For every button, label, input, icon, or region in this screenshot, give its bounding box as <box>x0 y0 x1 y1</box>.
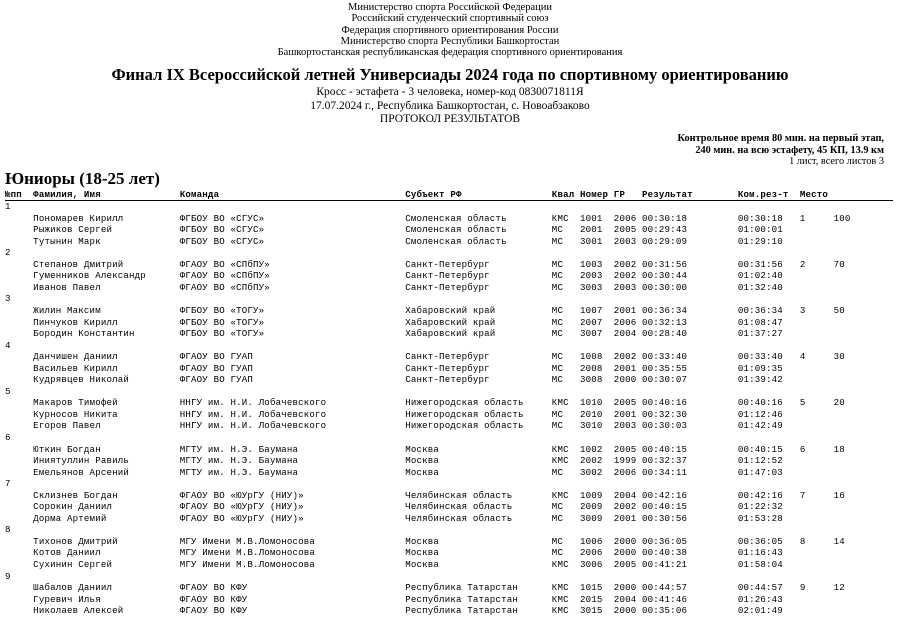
team-group-number: 8 <box>5 524 34 536</box>
organizer-line: Министерство спорта Республики Башкортостан <box>340 35 560 47</box>
organizers-block <box>0 0 900 58</box>
team-group-number: 4 <box>5 339 34 351</box>
table-row: Николаев Алексей ФГАОУ ВО КФУ Республика Татарстан КМС 3015 2000 00:35:06 02:01:49 <box>5 605 862 617</box>
table-row: Степанов Дмитрий ФГАОУ ВО «СПбПУ» Санкт-Петербург МС 1003 2002 00:31:56 00:31:56 2 70 <box>5 258 862 270</box>
results-table <box>0 189 900 617</box>
table-row: Тутынин Марк ФГБОУ ВО «СГУС» Смоленская область МС 3001 2003 00:29:09 01:29:10 <box>5 235 862 247</box>
sheet-info: 1 лист, всего листов 3 <box>789 155 884 167</box>
table-header-row: №пп Фамилия, Имя Команда Субъект РФ Квал Номер ГР Результат Ком.рез-т Место <box>5 188 862 200</box>
event-discipline: Кросс - эстафета - 3 человека, номер-код 0830071811Я <box>316 86 584 99</box>
table-row: Бородин Константин ФГБОУ ВО «ТОГУ» Хабаровский край МС 3007 2004 00:28:40 01:37:27 <box>5 328 862 340</box>
control-time-line-2: 240 мин. на всю эстафету, 45 КП, 13.9 км <box>695 144 884 156</box>
team-group-number: 9 <box>5 570 34 582</box>
table-row: Жилин Максим ФГБОУ ВО «ТОГУ» Хабаровский край МС 1007 2001 00:36:34 00:36:34 3 50 <box>5 304 862 316</box>
table-row: Склизнев Богдан ФГАОУ ВО «ЮУрГУ (НИУ)» Челябинская область КМС 1009 2004 00:42:16 00:42:16 7 16 <box>5 489 862 501</box>
control-time-block <box>0 133 900 167</box>
organizer-line: Федерация спортивного ориентирования России <box>341 24 559 36</box>
team-group-number: 6 <box>5 431 34 443</box>
team-group-number: 5 <box>5 385 34 397</box>
table-row: Иванов Павел ФГАОУ ВО «СПбПУ» Санкт-Петербург МС 3003 2003 00:30:00 01:32:40 <box>5 281 862 293</box>
event-place-date: 17.07.2024 г., Республика Башкортостан, с. Новоабзаково <box>310 99 590 112</box>
table-row: Гуменников Александр ФГАОУ ВО «СПбПУ» Санкт-Петербург МС 2003 2002 00:30:44 01:02:40 <box>5 270 862 282</box>
table-row: Пономарев Кирилл ФГБОУ ВО «СГУС» Смоленская область КМС 1001 2006 00:30:18 00:30:18 1 100 <box>5 212 862 224</box>
table-row: Сорокин Даниил ФГАОУ ВО «ЮУрГУ (НИУ)» Челябинская область МС 2009 2002 00:40:15 01:22:32 <box>5 501 862 513</box>
table-row: Егоров Павел ННГУ им. Н.И. Лобачевского Нижегородская область МС 3010 2003 00:30:03 01:42:49 <box>5 420 862 432</box>
event-title: Финал IX Всероссийской летней Универсиады 2024 года по спортивному ориентированию <box>111 65 789 85</box>
table-row: Иниятуллин Равиль МГТУ им. Н.Э. Баумана Москва КМС 2002 1999 00:32:37 01:12:52 <box>5 455 862 467</box>
organizer-line: Башкортостанская республиканская федерация спортивного ориентирования <box>277 47 623 59</box>
table-row: Васильев Кирилл ФГАОУ ВО ГУАП Санкт-Петербург МС 2008 2001 00:35:55 01:09:35 <box>5 362 862 374</box>
table-body <box>5 201 900 617</box>
table-row: Курносов Никита ННГУ им. Н.И. Лобачевского Нижегородская область МС 2010 2001 00:32:30 01:12:46 <box>5 408 862 420</box>
table-row: Макаров Тимофей ННГУ им. Н.И. Лобачевского Нижегородская область КМС 1010 2005 00:40:16 00:40:16 5 20 <box>5 397 862 409</box>
table-row: Сухинин Сергей МГУ Имени М.В.Ломоносова Москва КМС 3006 2005 00:41:21 01:58:04 <box>5 559 862 570</box>
team-group-number: 1 <box>5 201 34 213</box>
table-row: Данчишен Даниил ФГАОУ ВО ГУАП Санкт-Петербург МС 1008 2002 00:33:40 00:33:40 4 30 <box>5 351 862 363</box>
team-group-number: 7 <box>5 478 34 490</box>
table-row: Кудрявцев Николай ФГАОУ ВО ГУАП Санкт-Петербург МС 3008 2000 00:30:07 01:39:42 <box>5 374 862 386</box>
table-row: Юткин Богдан МГТУ им. Н.Э. Баумана Москва КМС 1002 2005 00:40:15 00:40:15 6 18 <box>5 443 862 455</box>
table-row: Рыжиков Сергей ФГБОУ ВО «СГУС» Смоленская область МС 2001 2005 00:29:43 01:00:01 <box>5 224 862 236</box>
table-row: Шабалов Даниил ФГАОУ ВО КФУ Республика Татарстан КМС 1015 2000 00:44:57 00:44:57 9 12 <box>5 582 862 594</box>
team-group-number: 2 <box>5 247 34 259</box>
table-row: Дорма Артемий ФГАОУ ВО «ЮУрГУ (НИУ)» Челябинская область МС 3009 2001 00:30:56 01:53:28 <box>5 512 862 524</box>
control-time-line-1: Контрольное время 80 мин. на первый этап, <box>677 133 884 145</box>
table-row: Емельянов Арсений МГТУ им. Н.Э. Баумана Москва МС 3002 2006 00:34:11 01:47:03 <box>5 466 862 478</box>
table-row: Пинчуков Кирилл ФГБОУ ВО «ТОГУ» Хабаровский край МС 2007 2006 00:32:13 01:08:47 <box>5 316 862 328</box>
protocol-label: ПРОТОКОЛ РЕЗУЛЬТАТОВ <box>379 112 521 125</box>
team-group-number: 3 <box>5 293 34 305</box>
category-heading: Юниоры (18-25 лет) <box>5 168 160 188</box>
table-row: Тихонов Дмитрий МГУ Имени М.В.Ломоносова Москва МС 1006 2000 00:36:05 00:36:05 8 14 <box>5 535 862 547</box>
organizer-line: Российский студенческий спортивный союз <box>351 13 549 25</box>
table-row: Гуревич Илья ФГАОУ ВО КФУ Республика Татарстан КМС 2015 2004 00:41:46 01:26:43 <box>5 593 862 605</box>
table-row: Котов Даниил МГУ Имени М.В.Ломоносова Москва МС 2006 2000 00:40:38 01:16:43 <box>5 547 862 559</box>
organizer-line: Министерство спорта Российской Федерации <box>348 2 552 13</box>
